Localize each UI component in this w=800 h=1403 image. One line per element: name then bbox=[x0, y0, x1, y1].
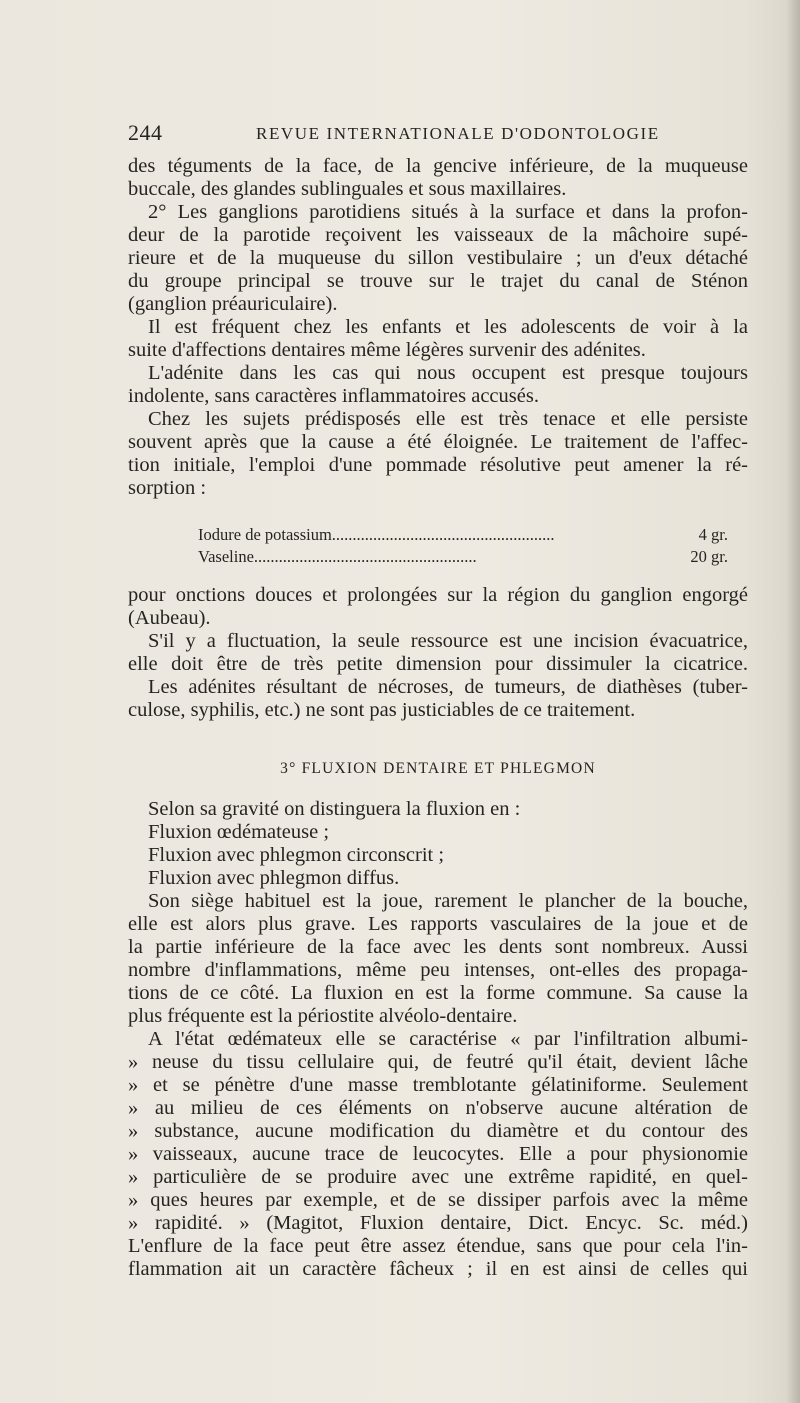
text-line: tion initiale, l'emploi d'une pommade résolutive peut amener la ré- bbox=[128, 454, 748, 476]
paragraph-adenites bbox=[128, 155, 748, 500]
page-header bbox=[128, 120, 680, 150]
text-line: L'enflure de la face peut être assez étendue, sans que pour cela l'in- bbox=[128, 1235, 748, 1257]
text-line: » neuse du tissu cellulaire qui, de feutré qu'il était, devient lâche bbox=[128, 1051, 748, 1073]
paragraph-fluxion bbox=[128, 798, 748, 1281]
text-line: buccale, des glandes sublinguales et sous maxillaires. bbox=[128, 178, 567, 200]
recipe-ingredient: Iodure de potassium...................................................... bbox=[198, 525, 555, 544]
text-line: » particulière de se produire avec une extrême rapidité, en quel- bbox=[128, 1166, 748, 1188]
text-line: 2° Les ganglions parotidiens situés à la surface et dans la profon- bbox=[148, 201, 748, 223]
text-line: » ques heures par exemple, et de se dissiper parfois avec la même bbox=[128, 1189, 748, 1211]
recipe-row bbox=[198, 546, 728, 568]
text-line: elle est alors plus grave. Les rapports vasculaires de la joue et de bbox=[128, 913, 748, 935]
text-line: » et se pénètre d'une masse tremblotante gélatiniforme. Seulement bbox=[128, 1074, 748, 1096]
text-line: pour onctions douces et prolongées sur la région du ganglion engorgé bbox=[128, 584, 748, 606]
text-line: S'il y a fluctuation, la seule ressource est une incision évacuatrice, bbox=[148, 630, 748, 652]
text-line: » vaisseaux, aucune trace de leucocytes. Elle a pour physionomie bbox=[128, 1143, 748, 1165]
running-title: REVUE INTERNATIONALE D'ODONTOLOGIE bbox=[256, 124, 660, 143]
text-line: sorption : bbox=[128, 477, 207, 499]
text-line: rieure et de la muqueuse du sillon vestibulaire ; un d'eux détaché bbox=[128, 247, 748, 269]
text-line: flammation ait un caractère fâcheux ; il en est ainsi de celles qui bbox=[128, 1258, 748, 1280]
text-line: Son siège habituel est la joue, rarement le plancher de la bouche, bbox=[148, 890, 748, 912]
recipe-row bbox=[198, 524, 728, 546]
text-line: elle doit être de très petite dimension pour dissimuler la cicatrice. bbox=[128, 653, 748, 675]
paragraph-treatment bbox=[128, 584, 748, 722]
text-line: A l'état œdémateux elle se caractérise « par l'infiltration albumi- bbox=[148, 1028, 748, 1050]
text-line: Les adénites résultant de nécroses, de tumeurs, de diathèses (tuber- bbox=[148, 676, 748, 698]
recipe-ingredient: Vaseline...................................................... bbox=[198, 547, 477, 566]
text-line: » rapidité. » (Magitot, Fluxion dentaire, Dict. Encyc. Sc. méd.) bbox=[128, 1212, 748, 1234]
text-line: Il est fréquent chez les enfants et les adolescents de voir à la bbox=[148, 316, 748, 338]
text-line: Fluxion œdémateuse ; bbox=[148, 821, 330, 843]
text-line: » substance, aucune modification du diamètre et du contour des bbox=[128, 1120, 748, 1142]
page-edge-shadow bbox=[786, 0, 800, 1403]
text-line: Fluxion avec phlegmon circonscrit ; bbox=[148, 844, 445, 866]
text-line: du groupe principal se trouve sur le trajet du canal de Sténon bbox=[128, 270, 748, 292]
text-line: L'adénite dans les cas qui nous occupent est presque toujours bbox=[148, 362, 748, 384]
recipe-amount: 4 gr. bbox=[698, 525, 728, 544]
text-line: (ganglion préauriculaire). bbox=[128, 293, 338, 315]
recipe-list bbox=[198, 524, 728, 568]
text-line: tions de ce côté. La fluxion en est la forme commune. Sa cause la bbox=[128, 982, 748, 1004]
text-line: (Aubeau). bbox=[128, 607, 211, 629]
text-line: nombre d'inflammations, même peu intenses, ont-elles des propaga- bbox=[128, 959, 748, 981]
text-line: deur de la parotide reçoivent les vaisseaux de la mâchoire supé- bbox=[128, 224, 748, 246]
text-line: la partie inférieure de la face avec les dents sont nombreux. Aussi bbox=[128, 936, 748, 958]
text-line: des téguments de la face, de la gencive inférieure, de la muqueuse bbox=[128, 155, 748, 177]
text-line: Chez les sujets prédisposés elle est très tenace et elle persiste bbox=[148, 408, 748, 430]
text-line: culose, syphilis, etc.) ne sont pas justiciables de ce traitement. bbox=[128, 699, 636, 721]
text-line: Selon sa gravité on distinguera la fluxion en : bbox=[148, 798, 521, 820]
text-line: suite d'affections dentaires même légères survenir des adénites. bbox=[128, 339, 646, 361]
text-line: plus fréquente est la périostite alvéolo-dentaire. bbox=[128, 1005, 518, 1027]
section-heading: 3° FLUXION DENTAIRE ET PHLEGMON bbox=[280, 760, 596, 777]
recipe-amount: 20 gr. bbox=[690, 547, 728, 566]
text-line: » au milieu de ces éléments on n'observe aucune altération de bbox=[128, 1097, 748, 1119]
text-line: indolente, sans caractères inflammatoires accusés. bbox=[128, 385, 539, 407]
page-number: 244 bbox=[128, 120, 163, 145]
text-line: Fluxion avec phlegmon diffus. bbox=[148, 867, 400, 889]
text-line: souvent après que la cause a été éloignée. Le traitement de l'affec- bbox=[128, 431, 748, 453]
